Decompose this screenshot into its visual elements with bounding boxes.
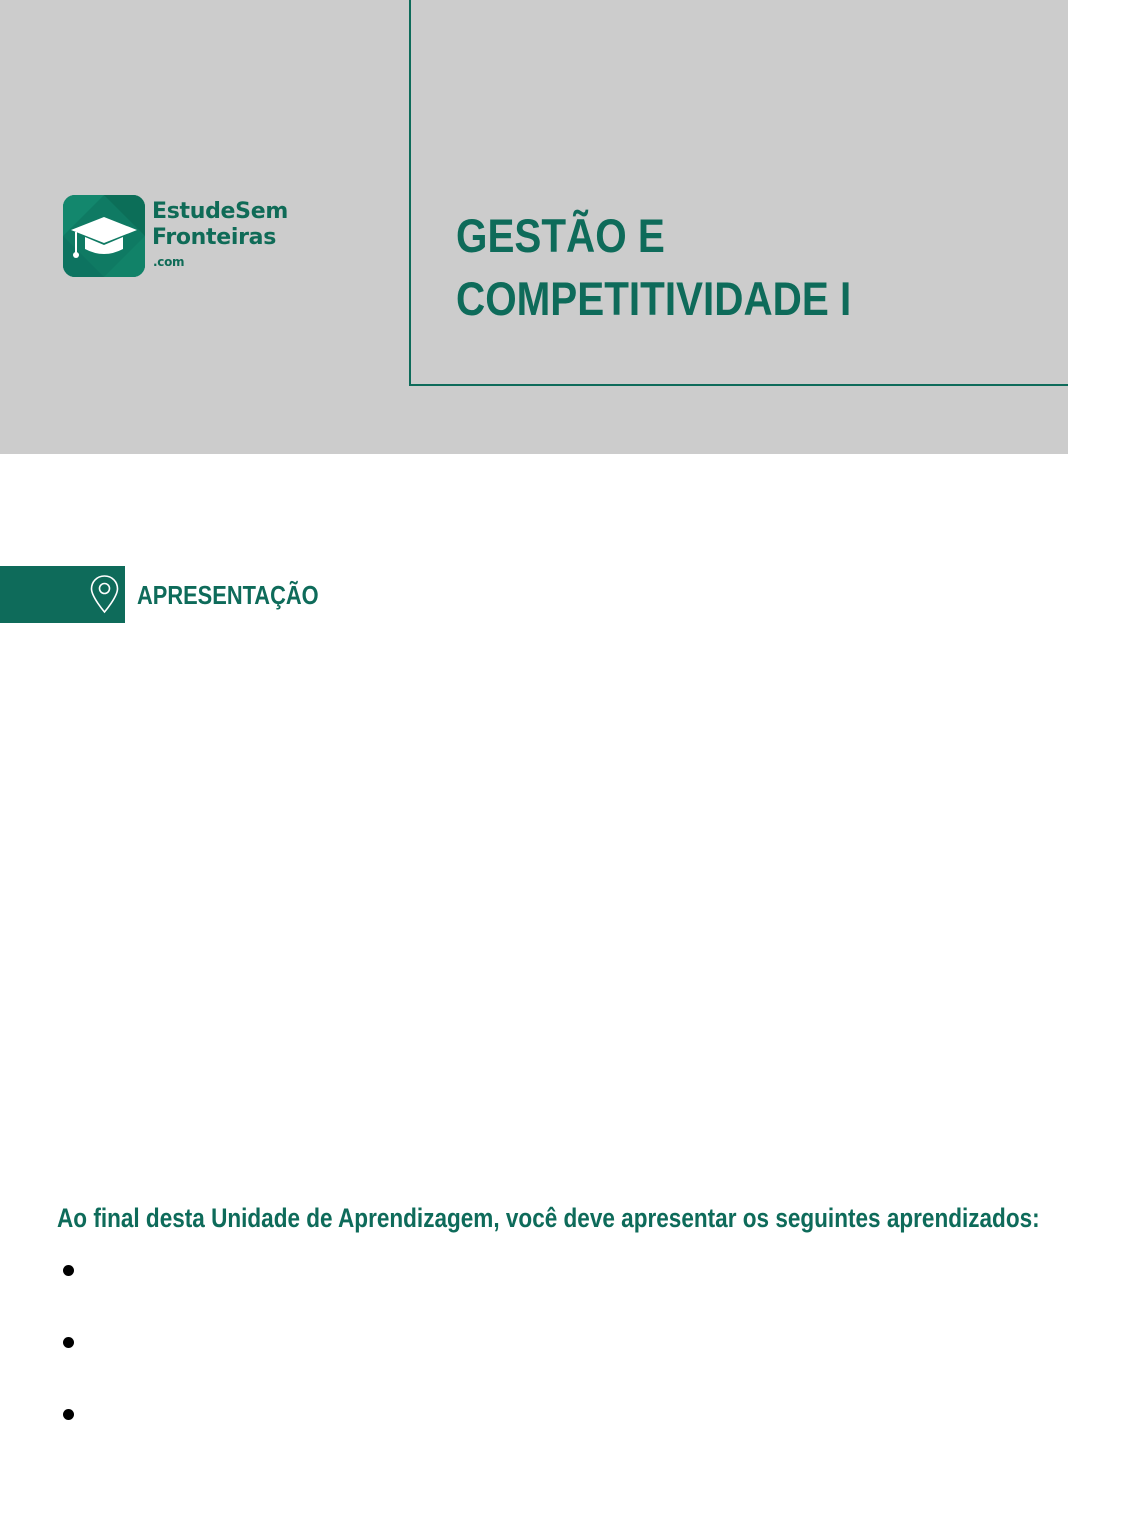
brand-domain: .com	[153, 255, 185, 269]
document-title	[456, 204, 955, 330]
brand-name-line2: Fronteiras	[152, 225, 277, 250]
location-pin-icon	[89, 574, 120, 614]
document-title-line2: COMPETITIVIDADE I	[456, 272, 852, 325]
section-title: APRESENTAÇÃO	[137, 580, 319, 610]
bullet-icon	[63, 1337, 74, 1348]
graduation-cap-icon	[63, 195, 145, 277]
bullet-icon	[63, 1265, 74, 1276]
bullet-icon	[63, 1409, 74, 1420]
brand-logo	[63, 195, 303, 279]
brand-name-line1: EstudeSem	[152, 199, 288, 224]
document-title-line1: GESTÃO E	[456, 209, 665, 262]
objectives-heading: Ao final desta Unidade de Aprendizagem, você deve apresentar os seguintes aprendizados:	[57, 1203, 1040, 1233]
section-marker-bar	[0, 566, 125, 623]
